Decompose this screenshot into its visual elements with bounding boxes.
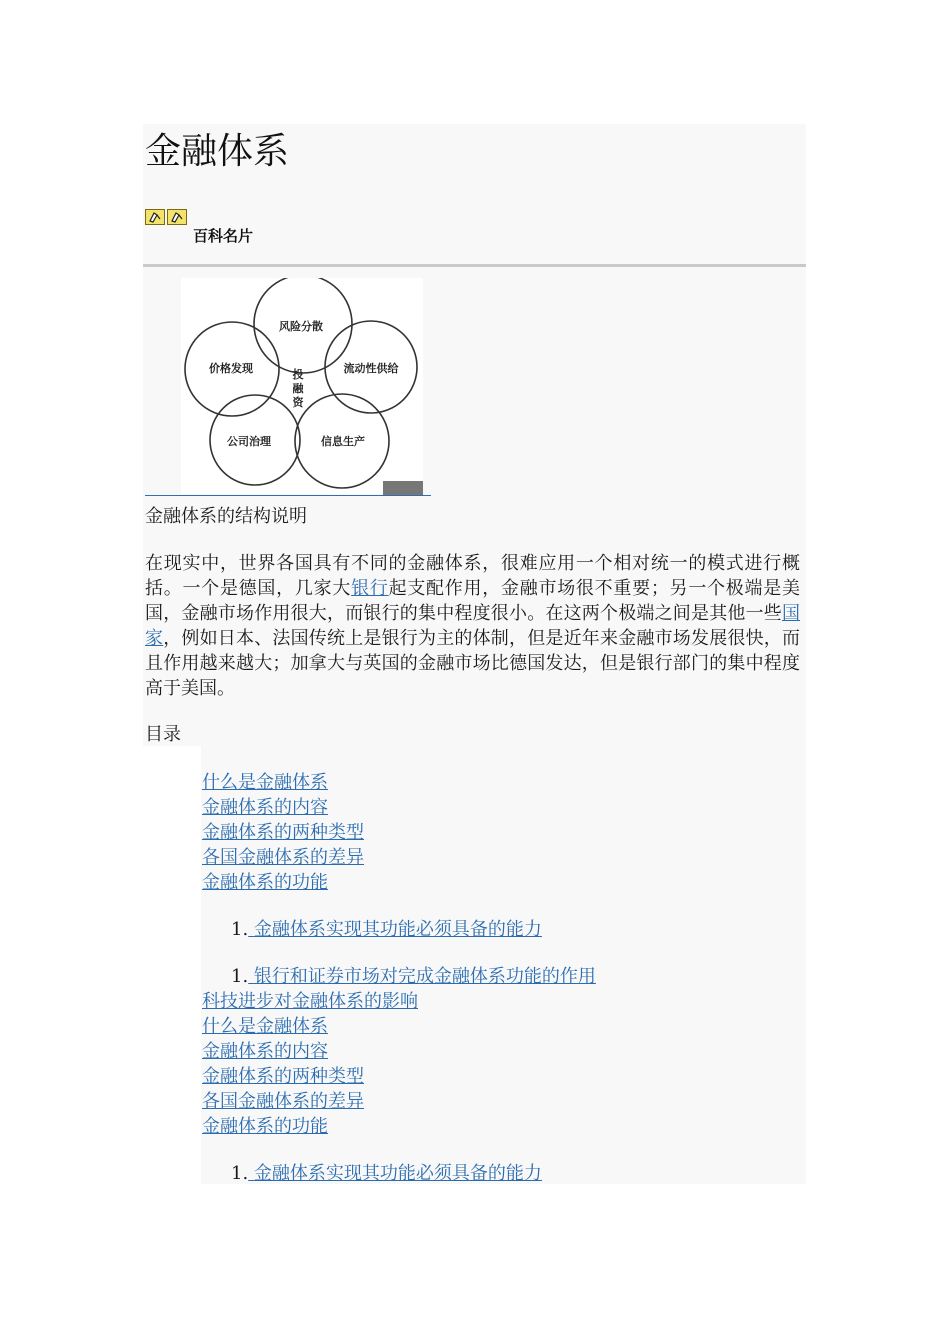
toc-item[interactable]: 什么是金融体系 xyxy=(202,772,328,793)
intro-text: ，例如日本、法国传统上是银行为主的体制，但是近年来金融市场发展很快，而且作用越来越大；加拿大与英国的金融市场比德国发达，但是银行部门的集中程度高于美国。 xyxy=(145,628,800,699)
toc-item[interactable]: 各国金融体系的差异 xyxy=(202,847,364,868)
image-tab xyxy=(383,481,423,495)
node-center: 融 xyxy=(292,382,304,395)
toc-sublink-text: 金融体系实现其功能必须具备的能力 xyxy=(253,919,542,940)
divider xyxy=(143,264,806,267)
link-bank[interactable]: 银行 xyxy=(351,578,389,599)
node-risk: 风险分散 xyxy=(279,320,323,333)
toc-item[interactable]: 金融体系的功能 xyxy=(202,1116,328,1137)
node-information: 信息生产 xyxy=(321,435,365,448)
intro-text: 在现实中，世界各国具有不同的金融体系，很难应用一个相对统一的模式进行概括。一个是德国，几家大 xyxy=(145,553,800,599)
toc-subitem xyxy=(231,1162,542,1186)
toc-sublink-text: 银行和证券市场对完成金融体系功能的作用 xyxy=(253,966,596,987)
toc-item[interactable]: 科技进步对金融体系的影响 xyxy=(202,991,418,1012)
toc-subitem xyxy=(231,965,596,989)
intro-paragraph xyxy=(145,551,800,701)
toc-sublink[interactable] xyxy=(248,1163,542,1184)
list-number: 1. xyxy=(231,919,249,940)
toc-item[interactable]: 金融体系的功能 xyxy=(202,872,328,893)
toc-item[interactable]: 金融体系的内容 xyxy=(202,1041,328,1062)
edit-icon[interactable] xyxy=(145,209,165,225)
node-center: 投 xyxy=(292,368,304,381)
toc-item[interactable]: 什么是金融体系 xyxy=(202,1016,328,1037)
page-title: 金融体系 xyxy=(145,131,290,172)
toc-item[interactable]: 金融体系的两种类型 xyxy=(202,822,364,843)
structure-diagram[interactable] xyxy=(181,278,423,494)
toc-sublink[interactable] xyxy=(248,919,542,940)
node-governance: 公司治理 xyxy=(227,435,271,448)
image-link-underline[interactable] xyxy=(145,495,431,496)
toc-sublink-text: 金融体系实现其功能必须具备的能力 xyxy=(253,1163,542,1184)
list-number: 1. xyxy=(231,1163,249,1184)
card-label: 百科名片 xyxy=(193,227,254,245)
figure-caption: 金融体系的结构说明 xyxy=(145,506,307,527)
edit-icon[interactable] xyxy=(167,209,187,225)
toc-subitem xyxy=(231,918,542,942)
list-number: 1. xyxy=(231,966,249,987)
toc-item[interactable]: 金融体系的两种类型 xyxy=(202,1066,364,1087)
intro-text: 起支配作用，金融市场很不重要；另一个极端是美国，金融市场作用很大，而银行的集中程度很小。在这两个极端之间是其他一些 xyxy=(145,578,801,624)
toc-title: 目录 xyxy=(145,724,181,745)
toc-sublink[interactable] xyxy=(248,966,596,987)
toc-item[interactable]: 金融体系的内容 xyxy=(202,797,328,818)
node-center: 资 xyxy=(292,396,304,409)
node-liquidity: 流动性供给 xyxy=(343,362,399,375)
node-price: 价格发现 xyxy=(209,362,253,375)
toc-indent xyxy=(143,746,201,1184)
toc-item[interactable]: 各国金融体系的差异 xyxy=(202,1091,364,1112)
link-country[interactable]: 国家 xyxy=(145,603,800,649)
badge-icons xyxy=(145,209,187,225)
